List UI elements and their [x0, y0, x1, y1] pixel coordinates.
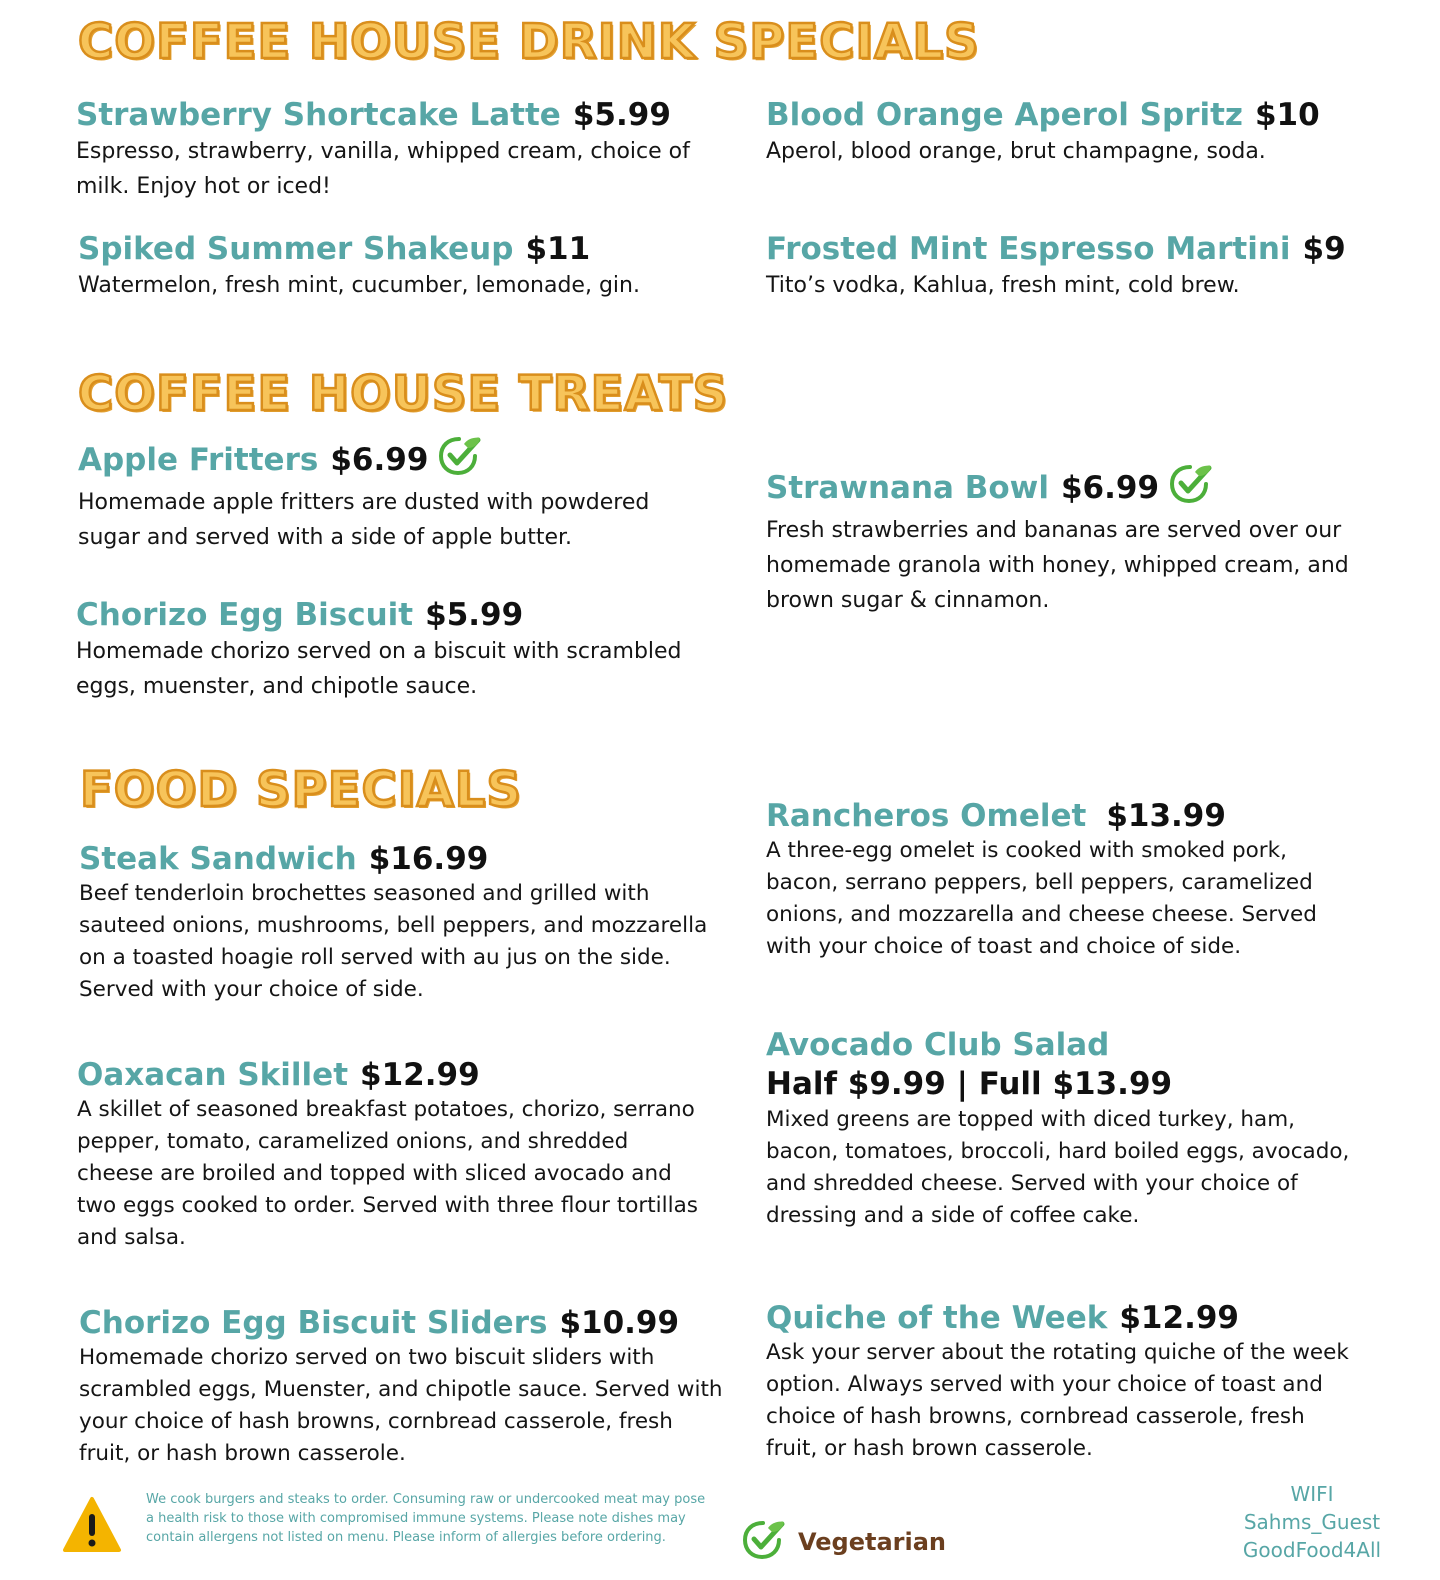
leaf-check-icon — [438, 436, 482, 485]
item-name: Apple Fritters — [78, 442, 319, 478]
item-price: $6.99 — [330, 442, 429, 478]
item-price: $12.99 — [360, 1057, 480, 1093]
food-item-steak-sandwich — [79, 840, 719, 1006]
item-name: Strawberry Shortcake Latte — [76, 97, 561, 133]
food-item-chorizo-sliders — [79, 1304, 729, 1470]
item-name: Blood Orange Aperol Spritz — [766, 97, 1243, 133]
wifi-title: WIFI — [1290, 1482, 1334, 1506]
wifi-password: GoodFood4All — [1242, 1538, 1382, 1562]
vegetarian-legend — [742, 1520, 946, 1564]
item-price: $5.99 — [572, 97, 671, 133]
leaf-check-icon — [1169, 464, 1213, 513]
food-item-rancheros-omelet — [766, 797, 1366, 963]
drinks-heading: COFFEE HOUSE DRINK SPECIALS — [78, 14, 980, 70]
item-name: Strawnana Bowl — [766, 470, 1049, 506]
item-description: Fresh strawberries and bananas are served over our homemade granola with honey, whipped cream, and brown sugar & cinnamon. — [766, 518, 1349, 613]
item-price: $6.99 — [1060, 470, 1160, 506]
item-price: $13.99 — [1106, 798, 1226, 834]
wifi-network: Sahms_Guest — [1243, 1510, 1381, 1534]
item-description: Homemade chorizo served on a biscuit with scrambled eggs, muenster, and chipotle sauce. — [76, 639, 682, 699]
item-name: Avocado Club Salad — [766, 1027, 1110, 1063]
treat-item-chorizo-biscuit — [76, 596, 696, 704]
item-price: $9 — [1302, 231, 1346, 267]
legend-label: Vegetarian — [798, 1528, 947, 1556]
wifi-info — [1212, 1480, 1412, 1564]
item-price: $10.99 — [559, 1305, 680, 1341]
food-item-avocado-club-salad — [766, 1026, 1366, 1232]
item-name: Steak Sandwich — [79, 841, 357, 877]
treat-item-strawnana-bowl — [766, 464, 1366, 618]
item-price: $16.99 — [368, 841, 489, 877]
leaf-check-icon — [742, 1520, 786, 1564]
item-description: A three-egg omelet is cooked with smoked pork, bacon, serrano peppers, bell peppers, caramelized onions, and mozzarella and cheese cheese. Served with your choice of toast and choice of side. — [766, 838, 1317, 959]
item-name: Oaxacan Skillet — [77, 1057, 349, 1093]
item-description: Beef tenderloin brochettes seasoned and grilled with sauteed onions, mushrooms, bell peppers, and mozzarella on a toasted hoagie roll served with au jus on the side. Served with your choice of side. — [79, 881, 708, 1002]
item-name: Frosted Mint Espresso Martini — [766, 231, 1291, 267]
item-name: Chorizo Egg Biscuit Sliders — [79, 1305, 548, 1341]
item-description: Tito’s vodka, Kahlua, fresh mint, cold brew. — [766, 273, 1240, 298]
item-description: Watermelon, fresh mint, cucumber, lemonade, gin. — [78, 273, 640, 298]
item-name: Chorizo Egg Biscuit — [76, 597, 414, 633]
item-price: $11 — [525, 231, 591, 267]
item-description: Ask your server about the rotating quiche of the week option. Always served with your choice of toast and choice of hash browns, cornbread casserole, fresh fruit, or hash brown casserole. — [766, 1340, 1349, 1461]
drink-item-summer-shakeup — [78, 230, 698, 303]
warning-icon — [62, 1496, 122, 1558]
allergy-disclaimer: We cook burgers and steaks to order. Consuming raw or undercooked meat may pose a health risk to those with compromised immune systems. Please note dishes may contain allergens not listed on menu. Please inform of allergies before ordering. — [146, 1492, 706, 1545]
treats-heading: COFFEE HOUSE TREATS — [78, 366, 729, 422]
item-description: Aperol, blood orange, brut champagne, soda. — [766, 139, 1266, 164]
item-description: A skillet of seasoned breakfast potatoes, chorizo, serrano pepper, tomato, caramelized onions, and shredded cheese are broiled and topped with sliced avocado and two eggs cooked to order. Served with three flour tortillas and salsa. — [77, 1097, 698, 1250]
food-item-quiche-of-the-week — [766, 1299, 1356, 1465]
item-price: $12.99 — [1119, 1300, 1239, 1336]
item-name: Quiche of the Week — [766, 1300, 1108, 1336]
item-price: $10 — [1254, 97, 1320, 133]
item-price: $5.99 — [425, 597, 524, 633]
item-price: Half $9.99 | Full $13.99 — [766, 1066, 1173, 1102]
food-heading: FOOD SPECIALS — [80, 762, 522, 818]
item-description: Homemade chorizo served on two biscuit sliders with scrambled eggs, Muenster, and chipotle sauce. Served with your choice of hash browns, cornbread casserole, fresh fruit, or hash brown casserole. — [79, 1345, 723, 1466]
drink-item-strawberry-latte — [76, 96, 696, 204]
item-name: Spiked Summer Shakeup — [78, 231, 514, 267]
item-description: Mixed greens are topped with diced turkey, ham, bacon, tomatoes, broccoli, hard boiled eggs, avocado, and shredded cheese. Served with your choice of dressing and a side of coffee cake. — [766, 1107, 1350, 1228]
item-name: Rancheros Omelet — [766, 798, 1087, 834]
treat-item-apple-fritters — [78, 436, 718, 555]
item-description: Espresso, strawberry, vanilla, whipped cream, choice of milk. Enjoy hot or iced! — [76, 139, 690, 199]
item-description: Homemade apple fritters are dusted with powdered sugar and served with a side of apple butter. — [78, 490, 650, 550]
food-item-oaxacan-skillet — [77, 1056, 707, 1254]
drink-item-aperol-spritz — [766, 96, 1320, 169]
drink-item-espresso-martini — [766, 230, 1366, 303]
